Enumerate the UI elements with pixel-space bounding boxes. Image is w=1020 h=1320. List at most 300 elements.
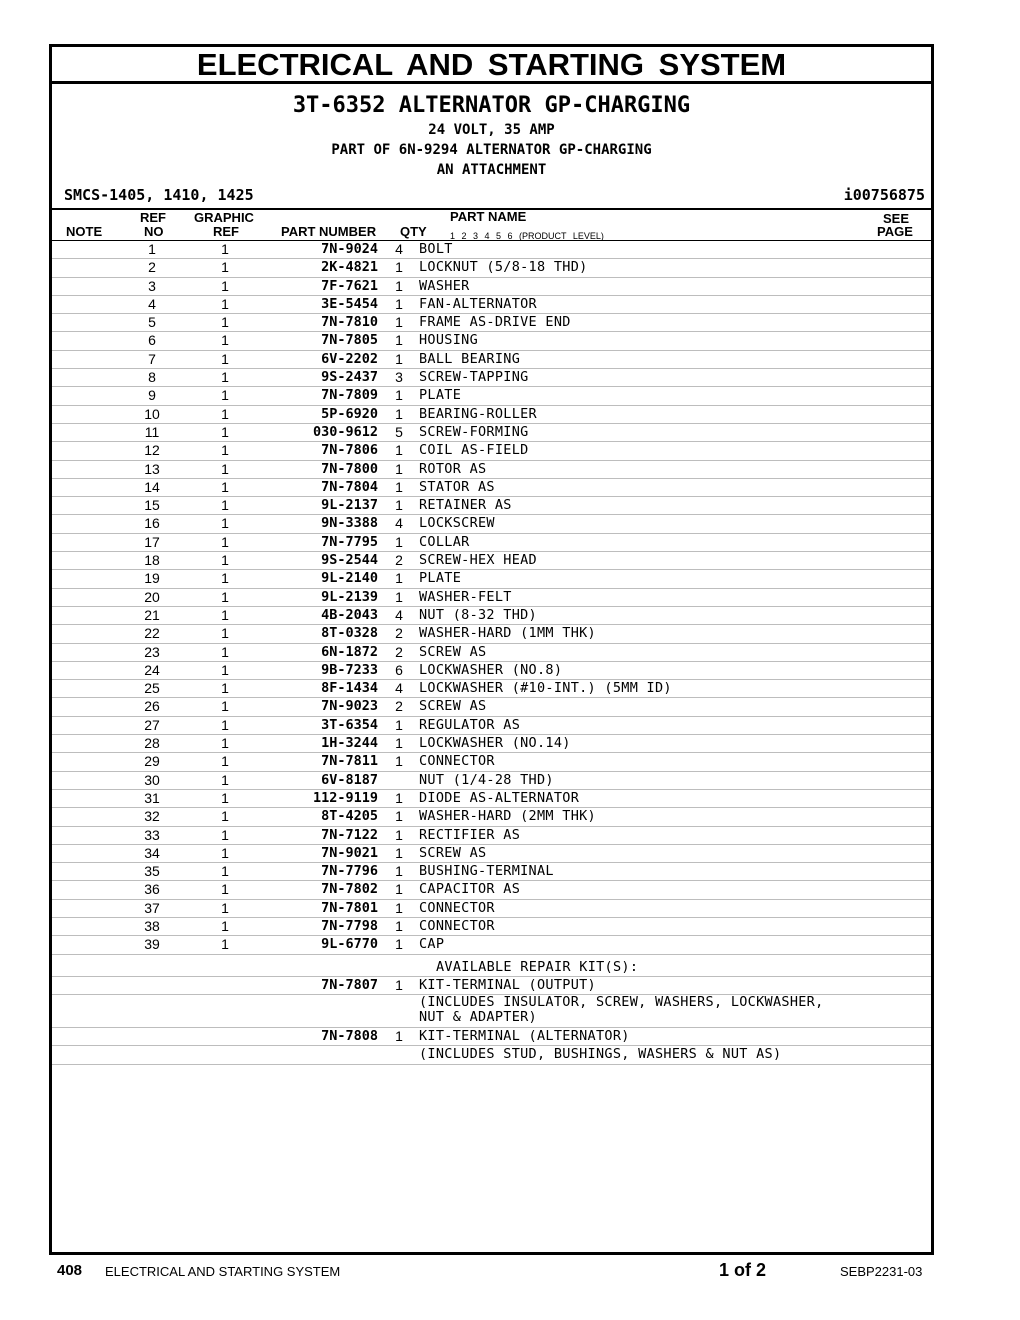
graphic-ref: 1: [188, 735, 262, 753]
ref-number: 18: [116, 552, 188, 570]
quantity: 1: [382, 497, 416, 515]
quantity: 1: [382, 844, 416, 862]
part-name: BEARING-ROLLER: [416, 405, 846, 423]
quantity: 1: [382, 350, 416, 368]
part-name: BOLT: [416, 241, 846, 259]
table-row: [52, 698, 931, 716]
part-name: SCREW AS: [416, 643, 846, 661]
col-see-bottom: PAGE: [877, 224, 913, 239]
note-cell: [52, 478, 116, 496]
table-row: [52, 625, 931, 643]
note-cell: [52, 606, 116, 624]
graphic-ref: 1: [188, 460, 262, 478]
part-name: WASHER-HARD (1MM THK): [416, 625, 846, 643]
see-page: [846, 442, 931, 460]
quantity: 4: [382, 606, 416, 624]
ref-number: 21: [116, 606, 188, 624]
table-row: [52, 350, 931, 368]
note-cell: [52, 863, 116, 881]
table-row: [52, 917, 931, 935]
ref-number: 32: [116, 808, 188, 826]
quantity: 1: [382, 735, 416, 753]
table-row: [52, 606, 931, 624]
graphic-ref: 1: [188, 241, 262, 259]
see-page: [846, 789, 931, 807]
part-name: FAN-ALTERNATOR: [416, 295, 846, 313]
part-number: 9S-2544: [262, 552, 382, 570]
part-name: SCREW-TAPPING: [416, 369, 846, 387]
note-cell: [52, 661, 116, 679]
graphic-ref: 1: [188, 277, 262, 295]
ref-number: 8: [116, 369, 188, 387]
note-cell: [52, 387, 116, 405]
part-number: 6V-8187: [262, 771, 382, 789]
part-name: NUT (8-32 THD): [416, 606, 846, 624]
quantity: 1: [382, 277, 416, 295]
see-page: [846, 295, 931, 313]
quantity: 1: [382, 387, 416, 405]
graphic-ref: 1: [188, 789, 262, 807]
table-row: [52, 552, 931, 570]
section-title: ELECTRICAL AND STARTING SYSTEM: [52, 47, 931, 84]
table-row: [52, 369, 931, 387]
see-page: [846, 643, 931, 661]
part-number: 7F-7621: [262, 277, 382, 295]
col-graphic-top: GRAPHIC: [194, 210, 254, 225]
kit-name: KIT-TERMINAL (ALTERNATOR): [416, 1028, 846, 1046]
note-cell: [52, 460, 116, 478]
part-number: 3E-5454: [262, 295, 382, 313]
graphic-ref: 1: [188, 478, 262, 496]
part-number: 7N-7796: [262, 863, 382, 881]
graphic-ref: 1: [188, 680, 262, 698]
table-row: [52, 899, 931, 917]
ref-number: 28: [116, 735, 188, 753]
quantity: 1: [382, 570, 416, 588]
part-number: 8F-1434: [262, 680, 382, 698]
see-page: [846, 753, 931, 771]
note-cell: [52, 277, 116, 295]
part-number: 7N-7798: [262, 917, 382, 935]
graphic-ref: 1: [188, 588, 262, 606]
kit-part-number: 7N-7808: [262, 1028, 382, 1046]
part-number: 7N-7122: [262, 826, 382, 844]
part-number: 6N-1872: [262, 643, 382, 661]
col-qty: QTY: [400, 224, 427, 239]
part-number: 1H-3244: [262, 735, 382, 753]
note-cell: [52, 899, 116, 917]
ref-number: 27: [116, 716, 188, 734]
note-cell: [52, 423, 116, 441]
note-cell: [52, 789, 116, 807]
note-cell: [52, 771, 116, 789]
note-cell: [52, 698, 116, 716]
ref-number: 16: [116, 515, 188, 533]
part-number: 7N-7811: [262, 753, 382, 771]
part-number: 7N-7806: [262, 442, 382, 460]
ref-number: 7: [116, 350, 188, 368]
col-note: NOTE: [66, 224, 103, 239]
ref-number: 10: [116, 405, 188, 423]
quantity: 1: [382, 808, 416, 826]
part-number: 6V-2202: [262, 350, 382, 368]
col-see-top: SEE: [883, 211, 910, 226]
quantity: 1: [382, 917, 416, 935]
graphic-ref: 1: [188, 552, 262, 570]
table-row: [52, 570, 931, 588]
repair-kits: [52, 954, 931, 1064]
table-row: [52, 423, 931, 441]
ref-number: 24: [116, 661, 188, 679]
part-name: COLLAR: [416, 533, 846, 551]
part-name: WASHER-HARD (2MM THK): [416, 808, 846, 826]
quantity: [382, 771, 416, 789]
see-page: [846, 826, 931, 844]
ref-number: 23: [116, 643, 188, 661]
part-number: 9L-2137: [262, 497, 382, 515]
quantity: 1: [382, 881, 416, 899]
part-number: 7N-9021: [262, 844, 382, 862]
see-page: [846, 369, 931, 387]
see-page: [846, 661, 931, 679]
table-row: [52, 259, 931, 277]
ref-number: 9: [116, 387, 188, 405]
group-title: 3T-6352 ALTERNATOR GP-CHARGING: [292, 93, 691, 118]
note-cell: [52, 259, 116, 277]
quantity: 1: [382, 259, 416, 277]
see-page: [846, 588, 931, 606]
see-page: [846, 241, 931, 259]
ref-number: 14: [116, 478, 188, 496]
note-cell: [52, 497, 116, 515]
table-row: [52, 387, 931, 405]
see-page: [846, 936, 931, 954]
smcs-row: [52, 184, 931, 210]
group-header: [52, 92, 931, 180]
col-ref-top: REF: [140, 210, 166, 225]
part-number: 112-9119: [262, 789, 382, 807]
table-row: [52, 497, 931, 515]
ref-number: 39: [116, 936, 188, 954]
note-cell: [52, 680, 116, 698]
see-page: [846, 881, 931, 899]
graphic-ref: 1: [188, 497, 262, 515]
note-cell: [52, 716, 116, 734]
part-name: BALL BEARING: [416, 350, 846, 368]
graphic-ref: 1: [188, 332, 262, 350]
part-number: 8T-4205: [262, 808, 382, 826]
note-cell: [52, 936, 116, 954]
ref-number: 12: [116, 442, 188, 460]
quantity: 1: [382, 863, 416, 881]
see-page: [846, 735, 931, 753]
table-row: [52, 661, 931, 679]
quantity: 2: [382, 625, 416, 643]
see-page: [846, 771, 931, 789]
ref-number: 30: [116, 771, 188, 789]
quantity: 1: [382, 588, 416, 606]
see-page: [846, 570, 931, 588]
part-number: 9S-2437: [262, 369, 382, 387]
ref-number: 17: [116, 533, 188, 551]
kit-note: (INCLUDES INSULATOR, SCREW, WASHERS, LOCKWASHER, NUT & ADAPTER): [416, 995, 846, 1028]
part-name: REGULATOR AS: [416, 716, 846, 734]
note-cell: [52, 241, 116, 259]
see-page: [846, 625, 931, 643]
kit-note-row: [52, 995, 931, 1028]
table-row: [52, 643, 931, 661]
table-row: [52, 808, 931, 826]
part-name: LOCKWASHER (NO.14): [416, 735, 846, 753]
quantity: 2: [382, 643, 416, 661]
part-name: STATOR AS: [416, 478, 846, 496]
graphic-ref: 1: [188, 899, 262, 917]
quantity: 1: [382, 460, 416, 478]
quantity: 1: [382, 826, 416, 844]
part-name: CAP: [416, 936, 846, 954]
see-page: [846, 460, 931, 478]
smcs-codes: SMCS-1405, 1410, 1425: [64, 186, 254, 204]
quantity: 1: [382, 442, 416, 460]
part-name: SCREW AS: [416, 844, 846, 862]
graphic-ref: 1: [188, 423, 262, 441]
part-number: 5P-6920: [262, 405, 382, 423]
part-name: SCREW-FORMING: [416, 423, 846, 441]
part-name: HOUSING: [416, 332, 846, 350]
quantity: 1: [382, 405, 416, 423]
ref-number: 20: [116, 588, 188, 606]
table-row: [52, 332, 931, 350]
see-page: [846, 863, 931, 881]
part-name: RECTIFIER AS: [416, 826, 846, 844]
kit-name: KIT-TERMINAL (OUTPUT): [416, 976, 846, 994]
part-name: CONNECTOR: [416, 899, 846, 917]
part-name: LOCKSCREW: [416, 515, 846, 533]
table-row: [52, 241, 931, 259]
note-cell: [52, 808, 116, 826]
group-spec: 24 VOLT, 35 AMP: [428, 122, 555, 138]
graphic-ref: 1: [188, 698, 262, 716]
graphic-ref: 1: [188, 369, 262, 387]
footer-section: ELECTRICAL AND STARTING SYSTEM: [105, 1264, 341, 1279]
graphic-ref: 1: [188, 259, 262, 277]
ref-number: 13: [116, 460, 188, 478]
see-page: [846, 844, 931, 862]
col-product-level: 1 2 3 4 5 6 (PRODUCT LEVEL): [450, 231, 604, 241]
graphic-ref: 1: [188, 606, 262, 624]
ref-number: 6: [116, 332, 188, 350]
quantity: 3: [382, 369, 416, 387]
see-page: [846, 314, 931, 332]
part-number: 7N-7810: [262, 314, 382, 332]
part-number: 7N-7802: [262, 881, 382, 899]
quantity: 1: [382, 314, 416, 332]
see-page: [846, 680, 931, 698]
quantity: 1: [382, 332, 416, 350]
note-cell: [52, 533, 116, 551]
graphic-ref: 1: [188, 917, 262, 935]
ref-number: 15: [116, 497, 188, 515]
graphic-ref: 1: [188, 405, 262, 423]
table-row: [52, 277, 931, 295]
part-name: LOCKWASHER (#10-INT.) (5MM ID): [416, 680, 846, 698]
parts-table: [52, 241, 931, 1065]
table-row: [52, 789, 931, 807]
part-number: 9N-3388: [262, 515, 382, 533]
ref-number: 1: [116, 241, 188, 259]
col-ref-bottom: NO: [144, 224, 164, 239]
table-row: [52, 478, 931, 496]
part-number: 8T-0328: [262, 625, 382, 643]
part-number: 7N-7795: [262, 533, 382, 551]
graphic-ref: 1: [188, 808, 262, 826]
part-number: 030-9612: [262, 423, 382, 441]
see-page: [846, 716, 931, 734]
see-page: [846, 423, 931, 441]
ref-number: 35: [116, 863, 188, 881]
graphic-ref: 1: [188, 661, 262, 679]
ref-number: 22: [116, 625, 188, 643]
ref-number: 25: [116, 680, 188, 698]
parts-table-body: [52, 241, 931, 954]
note-cell: [52, 588, 116, 606]
see-page: [846, 899, 931, 917]
ref-number: 3: [116, 277, 188, 295]
graphic-ref: 1: [188, 533, 262, 551]
see-page: [846, 387, 931, 405]
table-row: [52, 936, 931, 954]
note-cell: [52, 844, 116, 862]
note-cell: [52, 442, 116, 460]
note-cell: [52, 552, 116, 570]
ref-number: 36: [116, 881, 188, 899]
ref-number: 4: [116, 295, 188, 313]
note-cell: [52, 753, 116, 771]
quantity: 2: [382, 552, 416, 570]
see-page: [846, 277, 931, 295]
part-name: SCREW-HEX HEAD: [416, 552, 846, 570]
ref-number: 34: [116, 844, 188, 862]
part-number: 9L-2140: [262, 570, 382, 588]
col-graphic-bottom: REF: [213, 224, 239, 239]
kit-row: [52, 976, 931, 994]
table-row: [52, 716, 931, 734]
ref-number: 31: [116, 789, 188, 807]
table-row: [52, 881, 931, 899]
part-name: RETAINER AS: [416, 497, 846, 515]
table-row: [52, 533, 931, 551]
ref-number: 5: [116, 314, 188, 332]
part-name: WASHER: [416, 277, 846, 295]
part-number: 7N-7800: [262, 460, 382, 478]
page-number: 408: [57, 1262, 83, 1279]
ref-number: 29: [116, 753, 188, 771]
note-cell: [52, 735, 116, 753]
graphic-ref: 1: [188, 826, 262, 844]
part-number: 7N-9023: [262, 698, 382, 716]
graphic-ref: 1: [188, 387, 262, 405]
quantity: 1: [382, 478, 416, 496]
kit-heading-row: [52, 954, 931, 976]
col-part-number: PART NUMBER: [281, 224, 377, 239]
table-row: [52, 753, 931, 771]
quantity: 1: [382, 716, 416, 734]
ref-number: 33: [116, 826, 188, 844]
note-cell: [52, 881, 116, 899]
quantity: 1: [382, 533, 416, 551]
graphic-ref: 1: [188, 771, 262, 789]
page-of: 1 of 2: [719, 1260, 767, 1280]
graphic-ref: 1: [188, 753, 262, 771]
table-row: [52, 680, 931, 698]
note-cell: [52, 295, 116, 313]
kit-note: (INCLUDES STUD, BUSHINGS, WASHERS & NUT AS): [416, 1046, 846, 1064]
kit-heading: AVAILABLE REPAIR KIT(S):: [416, 954, 846, 976]
part-name: PLATE: [416, 387, 846, 405]
quantity: 4: [382, 515, 416, 533]
part-name: CONNECTOR: [416, 917, 846, 935]
table-row: [52, 295, 931, 313]
table-row: [52, 863, 931, 881]
part-name: FRAME AS-DRIVE END: [416, 314, 846, 332]
table-row: [52, 405, 931, 423]
part-name: WASHER-FELT: [416, 588, 846, 606]
see-page: [846, 698, 931, 716]
part-name: LOCKWASHER (NO.8): [416, 661, 846, 679]
ref-number: 19: [116, 570, 188, 588]
quantity: 1: [382, 899, 416, 917]
quantity: 1: [382, 789, 416, 807]
table-row: [52, 588, 931, 606]
table-row: [52, 771, 931, 789]
part-number: 4B-2043: [262, 606, 382, 624]
col-part-name: PART NAME: [450, 209, 527, 224]
group-parent: PART OF 6N-9294 ALTERNATOR GP-CHARGING: [331, 142, 652, 158]
table-row: [52, 442, 931, 460]
part-name: CAPACITOR AS: [416, 881, 846, 899]
see-page: [846, 497, 931, 515]
note-cell: [52, 332, 116, 350]
quantity: 2: [382, 698, 416, 716]
kit-note-row: [52, 1046, 931, 1064]
see-page: [846, 332, 931, 350]
part-number: 7N-7809: [262, 387, 382, 405]
parts-sheet: [49, 44, 934, 1255]
ref-number: 11: [116, 423, 188, 441]
table-row: [52, 515, 931, 533]
graphic-ref: 1: [188, 442, 262, 460]
table-row: [52, 844, 931, 862]
part-name: ROTOR AS: [416, 460, 846, 478]
see-page: [846, 259, 931, 277]
note-cell: [52, 643, 116, 661]
part-number: 7N-7805: [262, 332, 382, 350]
ref-number: 2: [116, 259, 188, 277]
part-number: 2K-4821: [262, 259, 382, 277]
note-cell: [52, 369, 116, 387]
graphic-ref: 1: [188, 314, 262, 332]
quantity: 1: [382, 936, 416, 954]
see-page: [846, 405, 931, 423]
note-cell: [52, 314, 116, 332]
quantity: 1: [382, 295, 416, 313]
part-number: 9L-2139: [262, 588, 382, 606]
graphic-ref: 1: [188, 936, 262, 954]
see-page: [846, 533, 931, 551]
graphic-ref: 1: [188, 350, 262, 368]
see-page: [846, 478, 931, 496]
part-number: 7N-9024: [262, 241, 382, 259]
